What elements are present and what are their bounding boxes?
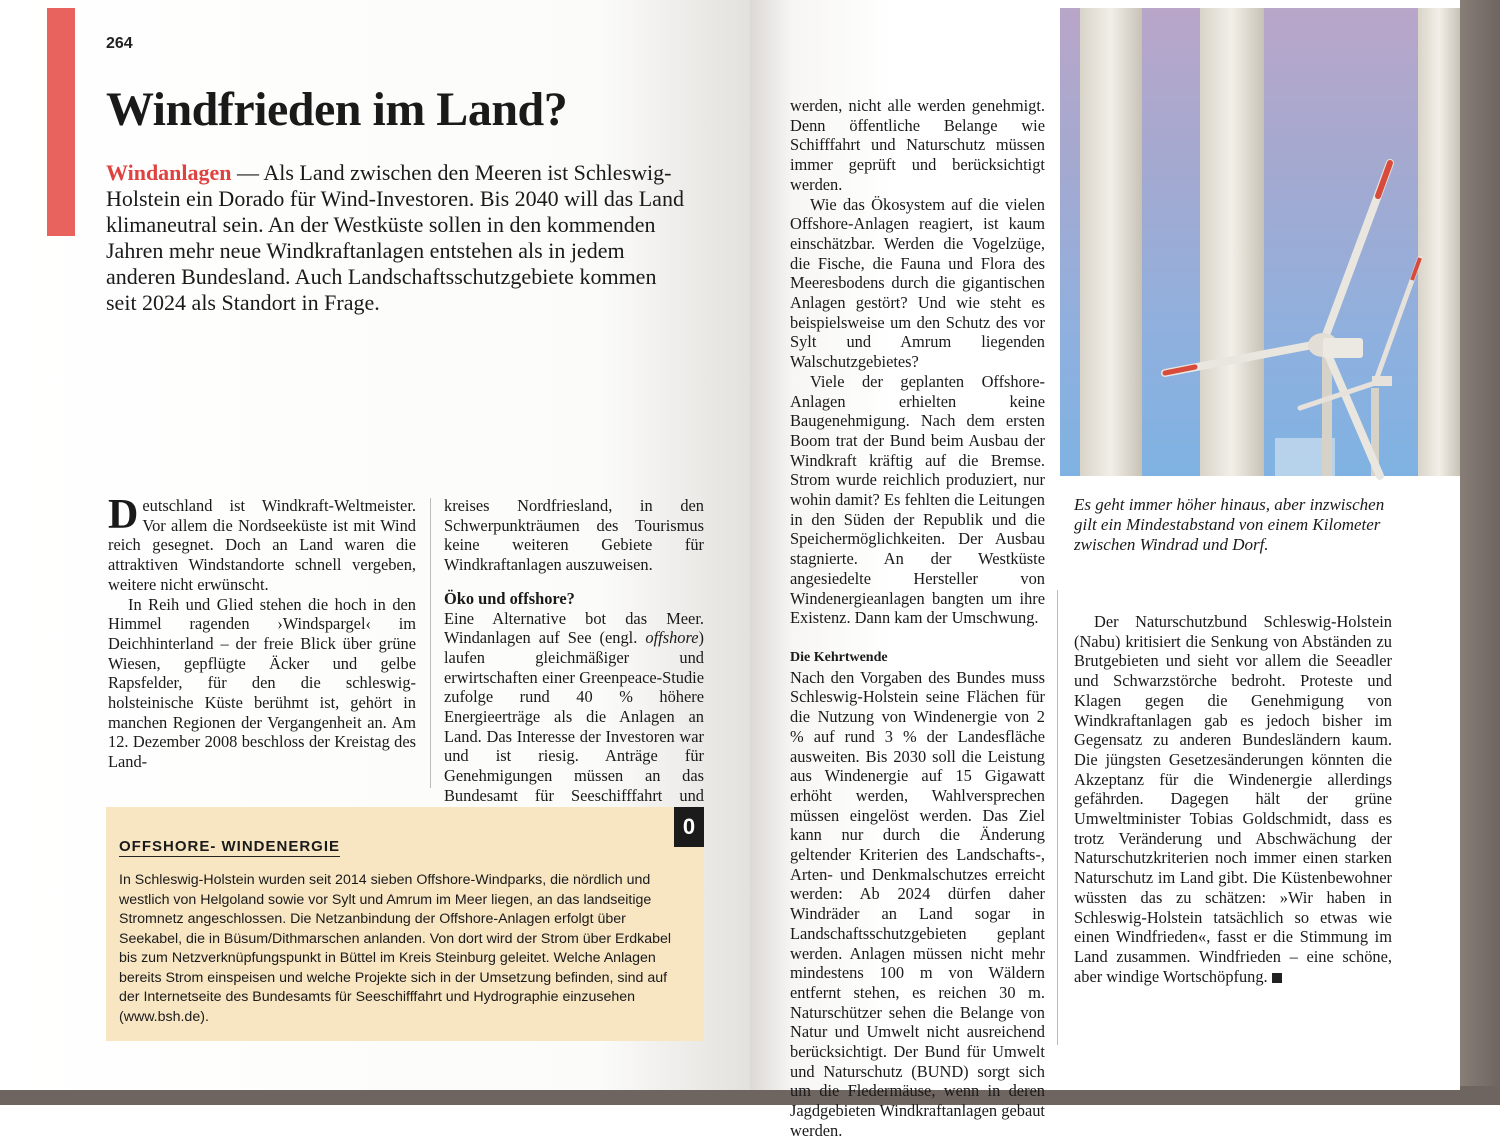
body-column-4: [1074, 612, 1392, 986]
drop-cap: D: [108, 492, 139, 538]
info-box-title: OFFSHORE- WINDENERGIE: [119, 838, 341, 855]
section-subhead: Die Kehrtwende: [790, 649, 888, 665]
right-page: [750, 0, 1460, 1140]
column-divider: [430, 498, 431, 788]
book-edge-right: [1456, 0, 1500, 1105]
lead-paragraph: [106, 160, 691, 316]
body-text: eutschland ist Windkraft-Weltmeister. Vor allem die Nordseeküste ist mit Wind reich gesegnet. Doch an Land waren die attraktiven Windstandorte schnell vergeben, weitere nicht erwünscht.: [108, 496, 416, 594]
body-paragraph: [444, 609, 704, 826]
photo-caption: Es geht immer höher hinaus, aber inzwischen gilt ein Mindestabstand von einem Kilometer zwischen Windrad und Dorf.: [1074, 495, 1385, 554]
body-text: ) laufen gleichmäßiger und erwirtschaften einer Greenpeace-Studie zufolge rund 40 % höhere Energieerträge als die Anlagen an Land. Das Interesse der Investoren war und ist riesig. Anträge für Genehmigungen müssen an das Bundesamt für Seeschifffahrt und: [444, 628, 704, 805]
end-mark-icon: [1272, 973, 1282, 983]
lead-text: — Als Land zwischen den Meeren ist Schleswig-Holstein ein Dorado für Wind-Investoren. Bis 2040 will das Land klimaneutral sein. An der Westküste sollen in den kommenden Jahren mehr neue Windkraftanlagen entstehen als in jedem anderen Bundesland. Auch Landschaftsschutzgebiete kommen seit 2024 als Standort in Frage.: [106, 160, 684, 315]
left-page: [0, 0, 750, 1090]
body-paragraph: [1074, 612, 1392, 986]
info-badge: 0: [674, 807, 704, 847]
body-paragraph: Viele der geplanten Offshore-Anlagen erhielten keine Baugenehmigung. Nach dem ersten Boom trat der Bund beim Ausbau der Windkraft kräftig auf die Bremse. Strom wurde reichlich produziert, nur wohin damit? Es fehlten die Leitungen in den Süden der Republik und die Speichermöglichkeiten. Der Ausbau stagnierte. An der Westküste angesiedelte Hersteller von Windenergieanlagen bangten um ihre Existenz. Dann kam der Umschwung.: [790, 371, 1045, 628]
body-paragraph: Wie das Ökosystem auf die vielen Offshore-Anlagen reagiert, ist kaum einschätzbar. Werden die Vogelzüge, die Fische, die Fauna und Flora des Meeresbodens durch die gigantischen Anlagen gestört? Und wie steht es beispielsweise um den Schutz des vor Sylt und Amrum liegenden Walschutzgebietes?: [790, 194, 1045, 372]
info-box: [106, 807, 704, 1041]
page-number: 264: [106, 35, 133, 52]
body-column-2: [444, 496, 704, 825]
wind-turbine-photo: [1060, 8, 1460, 476]
body-paragraph: [108, 492, 416, 595]
emphasis-text: offshore: [645, 628, 699, 648]
body-text: Eine Alternative bot das Meer. Windanlagen auf See (engl.: [444, 608, 704, 648]
info-box-text: In Schleswig-Holstein wurden seit 2014 sieben Offshore-Windparks, die nördlich und westlich von Helgoland sowie vor Sylt und Amrum im Meer liegen, an das landseitige Stromnetz angeschlossen. Die Netzanbindung der Offshore-Anlagen erfolgt über Seekabel, die in Büsum/Dithmarschen anlanden. Von dort wird der Strom über Erdkabel bis zum Netzverknüpfungspunkt in Büttel im Kreis Steinburg geleitet. Welche Anlagen bereits Strom einspeisen und welche Projekte sich in der Umsetzung befinden, sind auf der Internetseite des Bundesamts für Seeschifffahrt und Hydrographie einzusehen (www.bsh.de).: [119, 872, 672, 1025]
body-paragraph: In Reih und Glied stehen die hoch in den Himmel ragenden ›Windspargel‹ im Deichhinterland – der freie Blick über grüne Wiesen, gepflügte Äcker und gelbe Rapsfelder, für den die schleswig-holsteinische Küste berühmt ist, gehört in manchen Regionen der Vergangenheit an. Am 12. Dezember 2008 beschloss der Kreistag des Land-: [108, 594, 416, 772]
lead-kicker: Windanlagen: [106, 160, 232, 185]
section-subhead: Öko und offshore?: [444, 588, 575, 608]
body-paragraph: kreises Nordfriesland, in den Schwerpunkträumen des Tourismus keine weiteren Gebiete für Windkraftanlagen auszuweisen.: [444, 496, 704, 575]
body-paragraph: Nach den Vorgaben des Bundes muss Schleswig-Holstein seine Flächen für die Nutzung von Windenergie von 2 % auf rund 3 % der Landesfläche ausweiten. Bis 2030 soll die Leistung aus Windenergie auf 15 Gigawatt erhöht werden, Wahlversprechen müssen eingelöst werden. Das Ziel kann nur durch die Änderung geltender Kriterien des Landschafts-, Arten- und Denkmalschutzes erreicht werden: Ab 2024 dürfen daher Windräder an Land sogar in Landschaftsschutzgebieten geplant werden. Anlagen müssen nicht mehr mindestens 100 m von Wäldern entfernt stehen, es reichen 30 m. Naturschützer sehen die Belange von Natur und Umwelt nicht ausreichend berücksichtigt. Der Bund für Umwelt und Naturschutz (BUND) sorgt sich um die Fledermäuse, wenn in deren Jagdgebieten Windkraftanlagen gebaut werden.: [790, 667, 1045, 1140]
article-title: Windfrieden im Land?: [106, 83, 568, 136]
body-paragraph: werden, nicht alle werden genehmigt. Denn öffentliche Belange wie Schifffahrt und Naturschutz müssen immer geprüft und berücksichtigt werden.: [790, 96, 1045, 194]
body-column-1: [108, 492, 416, 772]
body-text: Der Naturschutzbund Schleswig-Holstein (Nabu) kritisiert die Senkung von Abständen zu Brutgebieten und sieht vor allem die Seeadler und Schwarzstörche bedroht. Proteste und Klagen gegen die Genehmigung von Windkraftanlagen gab es jedoch bisher im Gegensatz zu anderen Bundesländern kaum. Die jüngsten Gesetzesänderungen könnten die Akzeptanz für die Windenergie allerdings gefährden. Dagegen hält der grüne Umweltminister Tobias Goldschmidt, dass es trotz Veränderung und Abschwächung der Naturschutzkriterien noch immer einen starken Naturschutz im Land gibt. Die Küstenbewohner wüssten das zu schätzen: »Wir haben in Schleswig-Holstein tatsächlich so etwas wie einen Windfrieden«, fasst er die Stimmung im Land zusammen. Windfrieden – eine schöne, aber windige Wortschöpfung.: [1074, 612, 1392, 986]
accent-bar: [47, 8, 75, 236]
body-column-3: [790, 96, 1045, 1141]
column-divider: [1057, 590, 1058, 1045]
